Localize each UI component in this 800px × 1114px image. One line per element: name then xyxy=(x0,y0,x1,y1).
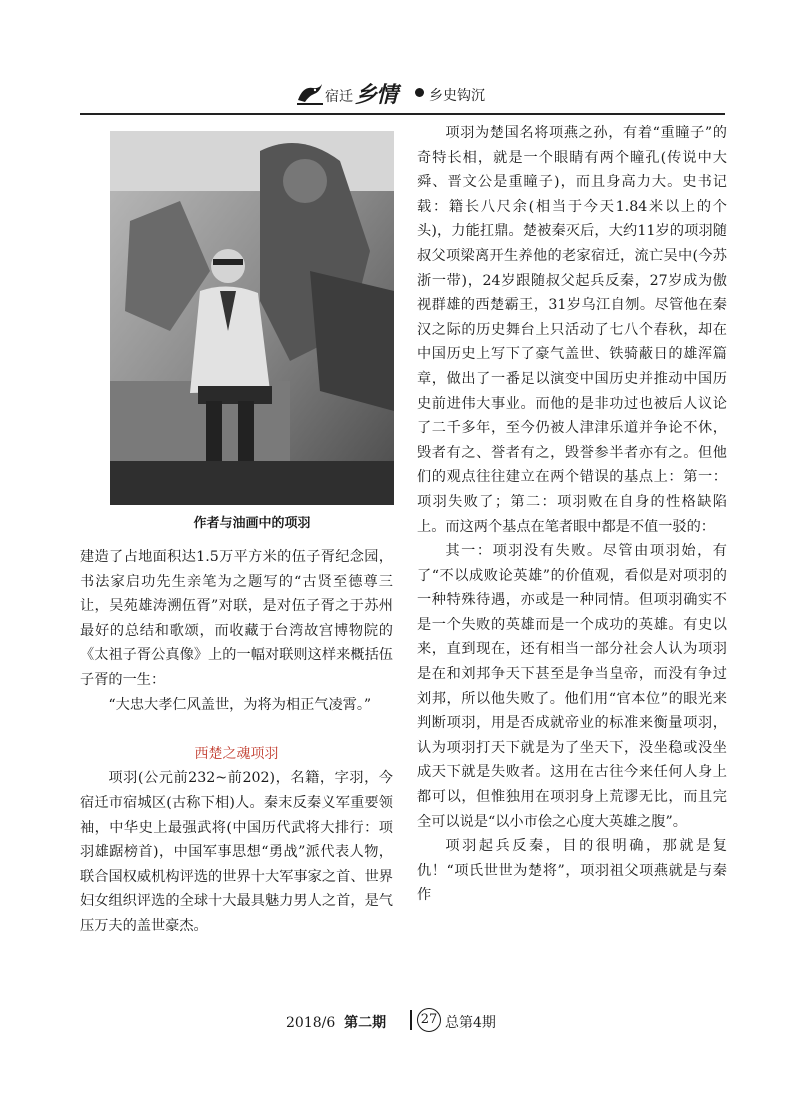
right-column xyxy=(417,121,727,908)
magazine-logo-icon xyxy=(295,80,325,108)
footer-date-issue: 2018/6 第二期 xyxy=(286,1015,387,1031)
right-paragraph-3: 项羽起兵反秦，目的很明确，那就是复仇！“项氏世世为楚将”，项羽祖父项燕就是与秦作 xyxy=(417,838,727,904)
page-header xyxy=(295,80,595,110)
footer-total-issue: 总第4期 xyxy=(445,1015,496,1031)
magazine-name: 宿迁 xyxy=(325,89,353,105)
photo-caption: 作者与油画中的项羽 xyxy=(193,516,311,531)
footer-divider xyxy=(410,1010,412,1030)
bullet-dot-icon xyxy=(415,88,424,97)
left-column xyxy=(80,545,393,939)
left-paragraph-1: 建造了占地面积达1.5万平方米的伍子胥纪念园，书法家启功先生亲笔为之题写的“古贤至德尊三让，吴苑雄涛溯伍胥”对联，是对伍子胥之于苏州最好的总结和歌颂，而收藏于台湾故宫博物院的《太祖子胥公真像》上的一幅对联则这样来概括伍子胥的一生： xyxy=(80,549,393,688)
section-name: 乡史钩沉 xyxy=(429,88,485,104)
photo-illustration xyxy=(110,131,394,505)
author-with-painting-photo xyxy=(110,131,394,505)
magazine-title-emphasis: 乡情 xyxy=(355,82,398,108)
right-paragraph-2: 其一：项羽没有失败。尽管由项羽始，有了“不以成败论英雄”的价值观，看似是对项羽的一种特殊待遇，亦或是一种同情。但项羽确实不是一个失败的英雄而是一个成功的英雄。有史以来，直到现在，还有相当一部分社会人认为项羽是在和刘邦争天下甚至是争当皇帝，而没有争过刘邦，所以他失败了。他们用“官本位”的眼光来判断项羽，用是否成就帝业的标准来衡量项羽，认为项羽打天下就是为了坐天下，没坐稳或没坐成天下就是失败者。这用在古往今来任何人身上都可以，但惟独用在项羽身上荒谬无比，而且完全可以说是“以小市侩之心度大英雄之腹”。 xyxy=(417,543,727,830)
right-paragraph-1: 项羽为楚国名将项燕之孙，有着“重瞳子”的奇特长相，就是一个眼睛有两个瞳孔(传说中大舜、晋文公是重瞳子)，而且身高力大。史书记载：籍长八尺余(相当于今天1.84米以上的个头)，力能扛鼎。楚被秦灭后，大约11岁的项羽随叔父项梁离开生养他的老家宿迁，流亡吴中(今苏浙一带)，24岁跟随叔父起兵反秦，27岁成为傲视群雄的西楚霸王，31岁乌江自刎。尽管他在秦汉之际的历史舞台上只活动了七八个春秋，却在中国历史上写下了豪气盖世、铁骑蔽日的雄浑篇章，做出了一番足以演变中国历史并推动中国历史前进伟大事业。而他的是非功过也被后人议论了二千多年，至今仍被人津津乐道并争论不休，毁者有之、誉者有之，毁誉参半者亦有之。但他们的观点往往建立在两个错误的基点上：第一：项羽失败了；第二：项羽败在自身的性格缺陷上。而这两个基点在笔者眼中都是不值一驳的： xyxy=(417,125,727,535)
couplet-quote: “大忠大孝仁风盖世，为将为相正气凌霄。” xyxy=(108,696,372,713)
section-heading: 西楚之魂项羽 xyxy=(194,745,279,762)
page-footer xyxy=(0,1008,800,1038)
header-rule xyxy=(80,113,725,115)
left-paragraph-2: 项羽(公元前232~前202)，名籍，字羽，今宿迁市宿城区(古称下相)人。秦末反秦义军重要领袖，中华史上最强武将(中国历代武将大排行：项羽雄踞榜首)，中国军事思想“勇战”派代表人物，联合国权威机构评选的世界十大军事家之首、世界妇女组织评选的全球十大最具魅力男人之首，是气压万夫的盖世豪杰。 xyxy=(80,770,393,934)
page-number: 27 xyxy=(417,1008,441,1032)
